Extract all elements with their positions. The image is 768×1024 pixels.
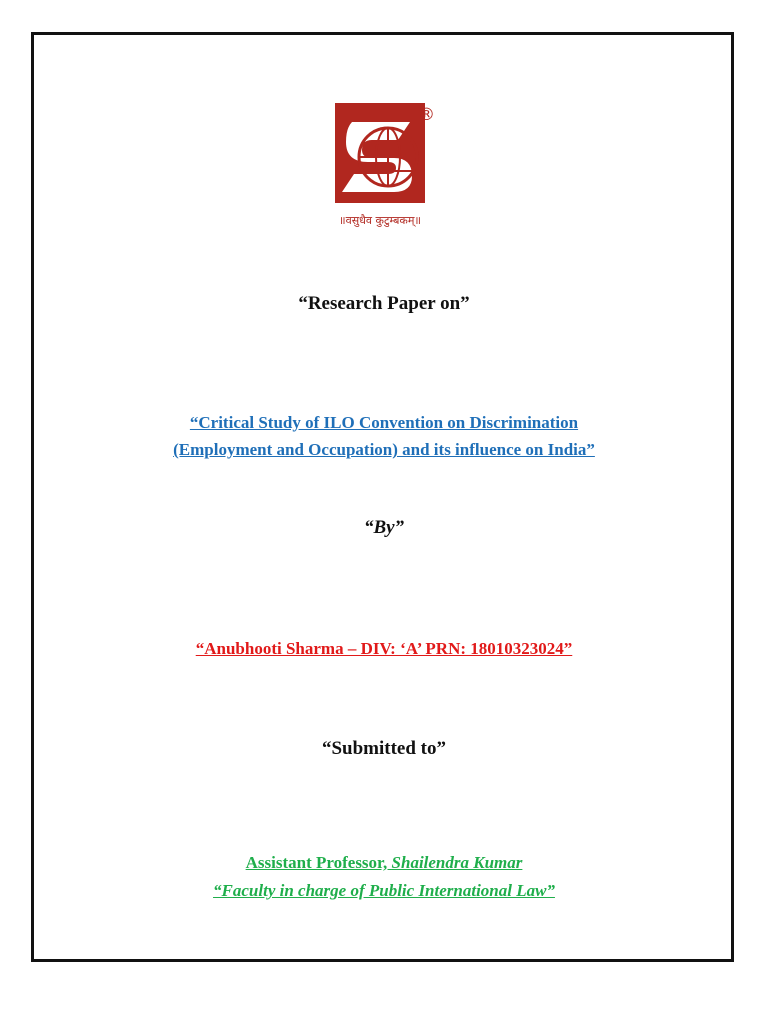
author-line: “Anubhooti Sharma – DIV: ‘A’ PRN: 18010323024” bbox=[195, 639, 573, 658]
faculty-designation: Assistant Professor, bbox=[245, 853, 392, 872]
university-logo bbox=[332, 100, 442, 235]
logo-emblem-icon bbox=[332, 100, 442, 235]
logo-motto: ॥वसुधैव कुटुम्बकम्॥ bbox=[339, 214, 421, 227]
by-heading: “By” bbox=[363, 517, 405, 538]
research-paper-heading: “Research Paper on” bbox=[298, 293, 470, 314]
paper-title-line-1: “Critical Study of ILO Convention on Discrimination bbox=[189, 413, 579, 432]
registered-mark: ® bbox=[418, 105, 435, 125]
faculty-role-line: “Faculty in charge of Public International Law” bbox=[213, 881, 555, 900]
faculty-name: Shailendra Kumar bbox=[391, 853, 523, 872]
paper-title-line-2: (Employment and Occupation) and its influence on India” bbox=[173, 440, 595, 459]
submitted-to-heading: “Submitted to” bbox=[321, 738, 447, 759]
faculty-name-line bbox=[0, 853, 768, 873]
